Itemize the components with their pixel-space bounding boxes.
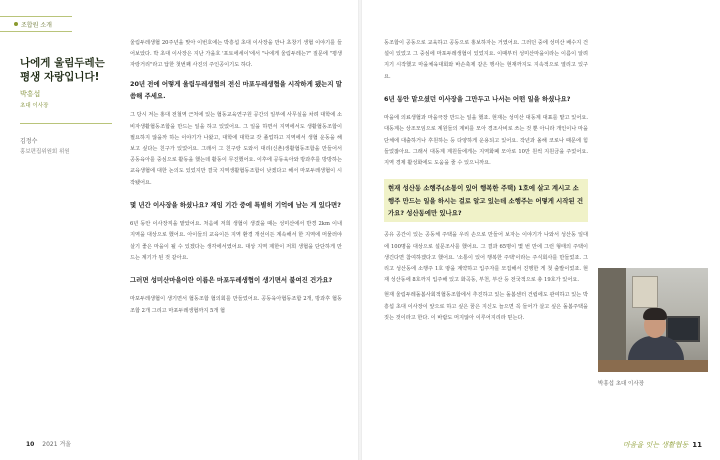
left-body-column bbox=[130, 38, 342, 321]
interviewee-role: 초대 이사장 bbox=[20, 103, 49, 109]
publication-brand: 마음을 잇는 생활협동 bbox=[622, 441, 689, 449]
answer-paragraph: 마포두레생협이 생기면서 협동조합 협의회를 만들었어요. 공동육아협동조합 2개, 방과후 협동조합 2개 그리고 마포두레생협까지 5개 협 bbox=[130, 296, 342, 314]
interviewee-name: 박흥섭 bbox=[20, 90, 41, 98]
answer-paragraph: 공유 공간이 있는 공동체 주택을 우리 손으로 만들어 보자는 이야기가 나와서 성산동 일대에 100명을 대상으로 설문조사를 했어요. 그 결과 65명이 몇 번 만에 그런 형태의 주택이 생긴다면 참여하겠다고 했어요. '소통이 있어 행복한 주택'이라는 주식회사를 만들었죠. 그리고 성산동에 소행주 1호 땅을 계약하고 입주자를 모집해서 진행한 게 첫 출발이었죠. 현재 성산동에 8호까지 입주해 있고 화곡동, 부천, 부산 등 전국적으로 총 19호가 있어요. bbox=[384, 232, 588, 284]
answer-paragraph: 그 당시 저는 홍대 전철역 근처에 있는 협동교육연구원 공간의 일부에 사무실을 차려 대학에 소비자생활협동조합을 만드는 일을 하고 있었어요. 그 일을 하면서 지역에서도 생활협동조합이 필요하지 않을까 하는 이야기가 나왔고, 대학에 대학교 갓 졸업하고 지역에서 생협 운동을 해 보고 싶다는 친구가 있었어요. 그래서 그 친구랑 도와서 대리(신촌)생활협동조합을 만들어서 공동육아를 중심으로 활동을 했는데 활동이 무진했어요. 이후에 공동육아와 방과후를 방방하는 교육생협에 대한 논의도 있었지만 결국 지역생활협동조합이 낫겠다고 해서 마포두레생협이 시작됐어요. bbox=[130, 112, 342, 186]
answer-paragraph: 마을에 의료생협과 마을극장 만드는 일을 했죠. 현재는 성미산 대동계 대표를 맡고 있어요. 대동계는 상조모임으로 계원들의 계비를 모아 경조사비로 쓰는 것 뿐 아니라 개인이나 마을단체에 대출하거나 후원하는 등 다양하게 운용되고 있어요. 작년과 올해 코로나 때문에 힘들었잖아요. 그래서 대동계 계원들에게는 지역화폐 모아로 10만 원씩 지원금을 주었어요. 지역 경제 활성화에도 도움을 줄 수 있으니까요. bbox=[384, 115, 588, 167]
article-sidebar bbox=[20, 56, 112, 155]
question-heading: 그러면 성미산마을이란 이름은 마포두레생협이 생기면서 불여진 건가요? bbox=[130, 276, 333, 285]
question-heading: 몇 년간 이사장을 하셨나요? 재임 기간 중에 특별히 기억에 남는 게 있다면? bbox=[130, 200, 341, 209]
highlighted-question: 현재 성산동 소행주(소통이 있어 행복한 주택) 1호에 살고 계시고 소행주 만드는 일을 하시는 걸로 알고 있는데 소행주는 어떻게 시작된 건가요? 성산동에만 있나요? bbox=[384, 179, 588, 222]
right-page bbox=[360, 0, 720, 460]
right-folio bbox=[623, 440, 702, 450]
desk-shape bbox=[598, 360, 708, 372]
question-heading: 20년 전에 어떻게 울림두레생협의 전신 마포두레생협을 시작하게 됐는지 말씀해 주세요. bbox=[130, 79, 342, 101]
photo-caption: 박흥섭 초대 이사장 bbox=[598, 381, 645, 387]
article-headline: 나에게 울림두레는 평생 자랑입니다! bbox=[20, 57, 105, 83]
right-body-column bbox=[384, 38, 588, 328]
writer-name: 김정수 bbox=[20, 138, 38, 145]
page-number: 11 bbox=[692, 441, 702, 449]
bookshelf-shape bbox=[598, 268, 626, 372]
intro-paragraph: 울림두레생협 20주년을 맞아 이번호에는 박흥섭 초대 이사장을 만나 초창기 생협 이야기를 들어보았다. 박 초대 이사장은 지난 가을호 '포토에세이'에서 "나에게 울림두레는?" 질문에 "평생 자랑거리"라고 답한 첫번째 사진의 주인공이기도 하다. bbox=[130, 40, 342, 69]
person-hair-shape bbox=[643, 308, 667, 320]
section-tag: 조합원 소개 bbox=[0, 16, 72, 32]
issue-label: 2021 겨울 bbox=[42, 441, 72, 448]
left-folio bbox=[26, 439, 71, 448]
divider bbox=[20, 123, 112, 124]
closing-paragraph: 현재 울림두레돌봄사회적협동조합에서 추진하고 있는 돌봄센터 건립에도 관여하고 있는 박흥섭 초대 이사장이 앞으로 하고 싶은 꿈은 지신도 늘으면 꼭 들어가 살고 싶은 돌봄주택을 짓는 것이라고 한다. 이 바람도 머지않아 이루어지리라 믿는다. bbox=[384, 292, 588, 321]
wall-poster-shape bbox=[632, 276, 658, 308]
question-heading: 6년 동안 맡으셨던 이사장을 그만두고 나서는 어떤 일을 하셨나요? bbox=[384, 94, 571, 103]
page-number: 10 bbox=[26, 441, 35, 448]
answer-paragraph: 6년 동안 이사장직을 맡았어요. 처음에 저희 생협이 생겼을 때는 성미산에서 반경 2km 이내 지역을 대상으로 했어요. 아이들의 교육이든 지역 환경 개선이든 계속해서 한 지역에 머물러야 살기 좋은 마을이 될 수 있겠다는 생각에서였어요. 대상 지역 제한이 저희 생협을 단단하게 만드는 계기가 된 것 같아요. bbox=[130, 221, 342, 261]
portrait-photo bbox=[598, 268, 708, 372]
writer-role: 홍보편집위원회 위원 bbox=[20, 149, 70, 155]
answer-paragraph: 동조합이 공동으로 교육하고 공동으로 홍보하자는 거였어요. 그러던 중에 성미산 배수지 건설이 있었고 그 중심에 마포두레생협이 있었지요. 이때부터 성미산마을이라는 이름이 알려지기 시작했고 마을체육대회와 바손축제 같은 행사는 현재까지도 지속적으로 열리고 있구요. bbox=[384, 40, 588, 80]
